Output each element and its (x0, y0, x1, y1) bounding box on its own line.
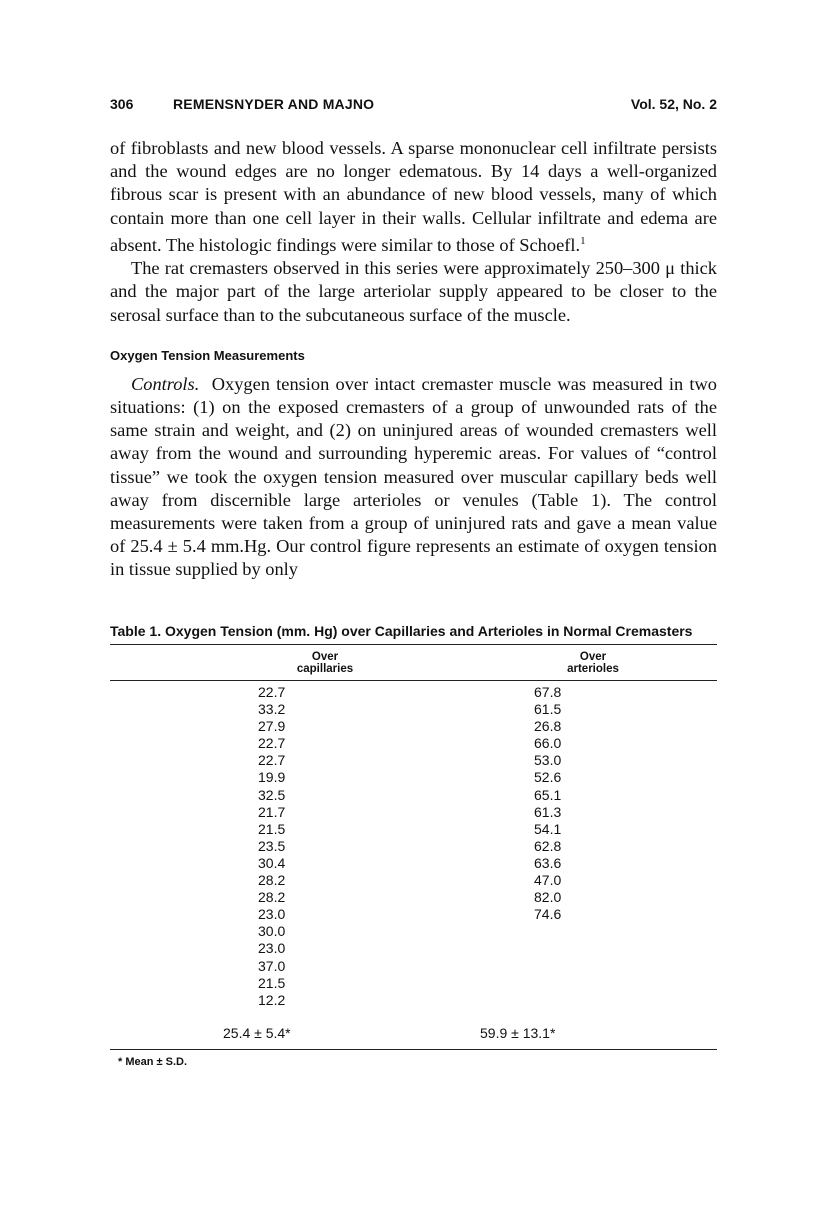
table-row (110, 787, 717, 804)
cell-arterioles: 52.6 (534, 769, 562, 786)
cell-capillaries: 23.0 (258, 906, 286, 923)
cell-arterioles: 26.8 (534, 718, 562, 735)
table-row (110, 769, 717, 786)
table-1 (110, 623, 717, 1068)
running-header (110, 96, 717, 116)
cell-capillaries: 21.5 (258, 820, 286, 837)
table-row (110, 940, 717, 957)
cell-arterioles: 53.0 (534, 752, 562, 769)
cell-capillaries: 21.7 (258, 803, 286, 820)
cell-capillaries: 22.7 (258, 735, 286, 752)
cell-capillaries: 30.4 (258, 854, 286, 871)
cell-arterioles: 74.6 (534, 906, 562, 923)
volume-issue: Vol. 52, No. 2 (630, 96, 717, 112)
table-row (110, 735, 717, 752)
table-bottom-rule (110, 1049, 717, 1050)
reference-superscript: 1 (580, 234, 586, 247)
cell-capillaries: 22.7 (258, 684, 286, 700)
table-row (110, 821, 717, 838)
page-number: 306 (110, 96, 134, 112)
table-row (110, 906, 717, 923)
column-header-capillaries (270, 651, 380, 675)
run-in-heading: Controls. (131, 373, 200, 394)
mean-arterioles: 59.9 ± 13.1* (480, 1024, 556, 1041)
paragraph-3 (110, 373, 717, 582)
cell-arterioles: 54.1 (534, 820, 562, 837)
paragraph-2: The rat cremasters observed in this series were approximately 250–300 μ thick and the major part of the large arteriolar supply appeared to be closer to the serosal surface than to the subcutaneous surface of the muscle. (110, 258, 717, 325)
cell-arterioles: 82.0 (534, 889, 562, 906)
cell-arterioles: 47.0 (534, 872, 562, 889)
table-row (110, 855, 717, 872)
table-row (110, 718, 717, 735)
cell-capillaries: 23.5 (258, 837, 286, 854)
paragraph-1 (110, 137, 717, 257)
table-footnote: * Mean ± S.D. (118, 1055, 187, 1068)
running-authors: REMENSNYDER AND MAJNO (173, 96, 375, 112)
table-row (110, 684, 717, 701)
table-row (110, 804, 717, 821)
mean-capillaries: 25.4 ± 5.4* (223, 1024, 291, 1041)
column-header-line: arterioles (567, 663, 619, 675)
column-header-arterioles (538, 651, 648, 675)
cell-arterioles: 61.3 (534, 803, 562, 820)
cell-capillaries: 33.2 (258, 701, 286, 718)
cell-capillaries: 28.2 (258, 872, 286, 889)
table-row (110, 923, 717, 940)
table-row (110, 992, 717, 1009)
cell-arterioles: 61.5 (534, 701, 562, 718)
table-row (110, 701, 717, 718)
cell-arterioles: 66.0 (534, 735, 562, 752)
table-title: Table 1. Oxygen Tension (mm. Hg) over Capillaries and Arterioles in Normal Cremasters (110, 623, 693, 639)
table-row (110, 958, 717, 975)
cell-capillaries: 30.0 (258, 923, 286, 940)
table-row (110, 872, 717, 889)
column-header-line: capillaries (296, 663, 354, 675)
cell-capillaries: 32.5 (258, 786, 286, 803)
cell-arterioles: 65.1 (534, 786, 562, 803)
cell-capillaries: 37.0 (258, 957, 286, 974)
paragraph-1-text: of fibroblasts and new blood vessels. A sparse mononuclear cell infiltrate persists and the wound edges are no longer edematous. By 14 days a well-organized fibrous scar is present with an abundance of new blood vessels, many of which contain more than one cell layer in their walls. Cellular infiltrate and edema are absent. The histologic findings were similar to those of Schoefl. (110, 138, 717, 255)
table-body (110, 681, 717, 1009)
paragraph-3-text: Oxygen tension over intact cremaster muscle was measured in two situations: (1) on the exposed cremasters of a group of unwounded rats of the same strain and weight, and (2) on uninjured areas of wounded cremasters well away from the wound and surrounding hyperemic areas. For values of “control tissue” we took the oxygen tension measured over muscular capillary beds well away from discernible large arterioles or venules (Table 1). The control measurements were taken from a group of uninjured rats and gave a mean value of 25.4 ± 5.4 mm.Hg. Our control figure represents an estimate of oxygen tension in tissue supplied by only (110, 373, 717, 580)
cell-capillaries: 23.0 (258, 940, 286, 957)
table-row (110, 889, 717, 906)
column-headers (110, 645, 717, 680)
cell-arterioles: 67.8 (534, 684, 562, 700)
cell-capillaries: 28.2 (258, 889, 286, 906)
cell-capillaries: 22.7 (258, 752, 286, 769)
column-header-line: Over (579, 651, 607, 663)
cell-capillaries: 12.2 (258, 991, 286, 1008)
cell-capillaries: 19.9 (258, 769, 286, 786)
table-row (110, 752, 717, 769)
table-row (110, 838, 717, 855)
cell-capillaries: 21.5 (258, 974, 286, 991)
section-heading: Oxygen Tension Measurements (110, 347, 305, 363)
cell-arterioles: 62.8 (534, 837, 562, 854)
column-header-line: Over (311, 651, 339, 663)
mean-row (110, 1023, 717, 1049)
body-text (110, 137, 717, 582)
cell-capillaries: 27.9 (258, 718, 286, 735)
cell-arterioles: 63.6 (534, 854, 562, 871)
table-row (110, 975, 717, 992)
